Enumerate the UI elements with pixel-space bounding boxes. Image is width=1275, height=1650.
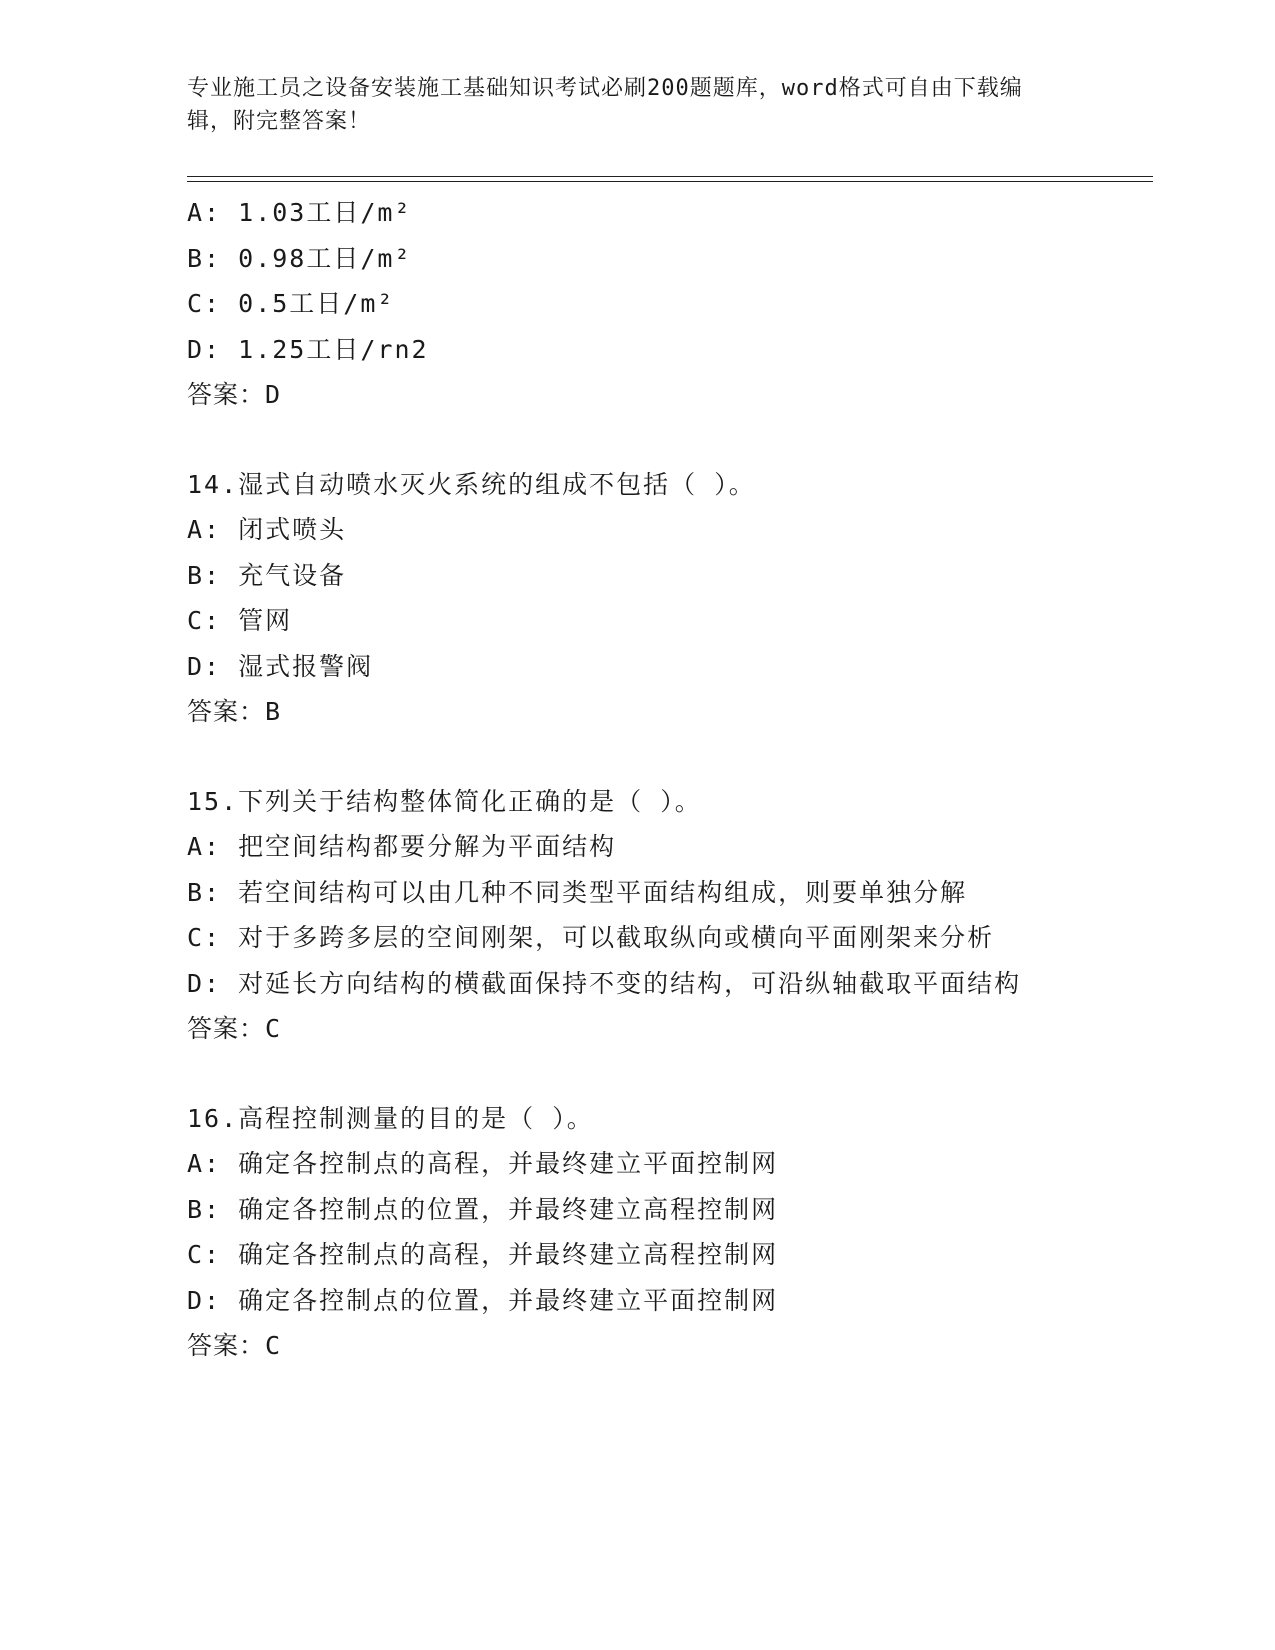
answer-line [187,372,1147,418]
option-a: A: 1.03工日/m² [187,198,412,227]
option-b: B: 若空间结构可以由几种不同类型平面结构组成，则要单独分解 [187,877,968,907]
question-16 [187,1096,1147,1369]
option-c: C: 对于多跨多层的空间刚架，可以截取纵向或横向平面刚架来分析 [187,923,995,952]
option-a: A: 确定各控制点的高程，并最终建立平面控制网 [187,1149,779,1178]
header-text: 专业施工员之设备安装施工基础知识考试必刷200题题库，word格式可自由下载编辑，附完整答案！ [187,76,1023,134]
option-b: B: 充气设备 [187,560,347,590]
option-c: C: 0.5工日/m² [187,289,395,318]
option-c: C: 确定各控制点的高程，并最终建立高程控制网 [187,1240,779,1269]
answer-label: 答案： [187,697,266,726]
spacer [187,1052,1147,1096]
answer-value: D [265,380,282,409]
header-divider-top [187,176,1153,177]
option-d: D: 1.25工日/rn2 [187,334,429,364]
question-title: 15.下列关于结构整体简化正确的是（ ）。 [187,786,702,816]
spacer [187,418,1147,462]
question-13-continued [187,190,1147,418]
option-d: D: 确定各控制点的位置，并最终建立平面控制网 [187,1285,779,1315]
option-c: C: 管网 [187,606,293,635]
answer-value: C [265,1014,282,1043]
answer-line [187,1323,1147,1369]
question-title: 16.高程控制测量的目的是（ ）。 [187,1103,594,1133]
answer-value: B [265,697,282,726]
question-14 [187,462,1147,735]
answer-line [187,689,1147,735]
answer-label: 答案： [187,380,266,409]
option-d: D: 对延长方向结构的横截面保持不变的结构，可沿纵轴截取平面结构 [187,968,1022,998]
answer-value: C [265,1331,282,1360]
question-15 [187,779,1147,1052]
question-title: 14.湿式自动喷水灭火系统的组成不包括（ ）。 [187,469,756,499]
option-b: B: 确定各控制点的位置，并最终建立高程控制网 [187,1194,779,1224]
option-b: B: 0.98工日/m² [187,243,412,273]
option-a: A: 闭式喷头 [187,515,347,544]
question-list [187,190,1147,1369]
header-divider-bottom [187,181,1153,182]
answer-line [187,1006,1147,1052]
spacer [187,735,1147,779]
document-header [187,72,1067,138]
answer-label: 答案： [187,1014,266,1043]
option-a: A: 把空间结构都要分解为平面结构 [187,832,617,861]
answer-label: 答案： [187,1331,266,1360]
option-d: D: 湿式报警阀 [187,651,374,681]
